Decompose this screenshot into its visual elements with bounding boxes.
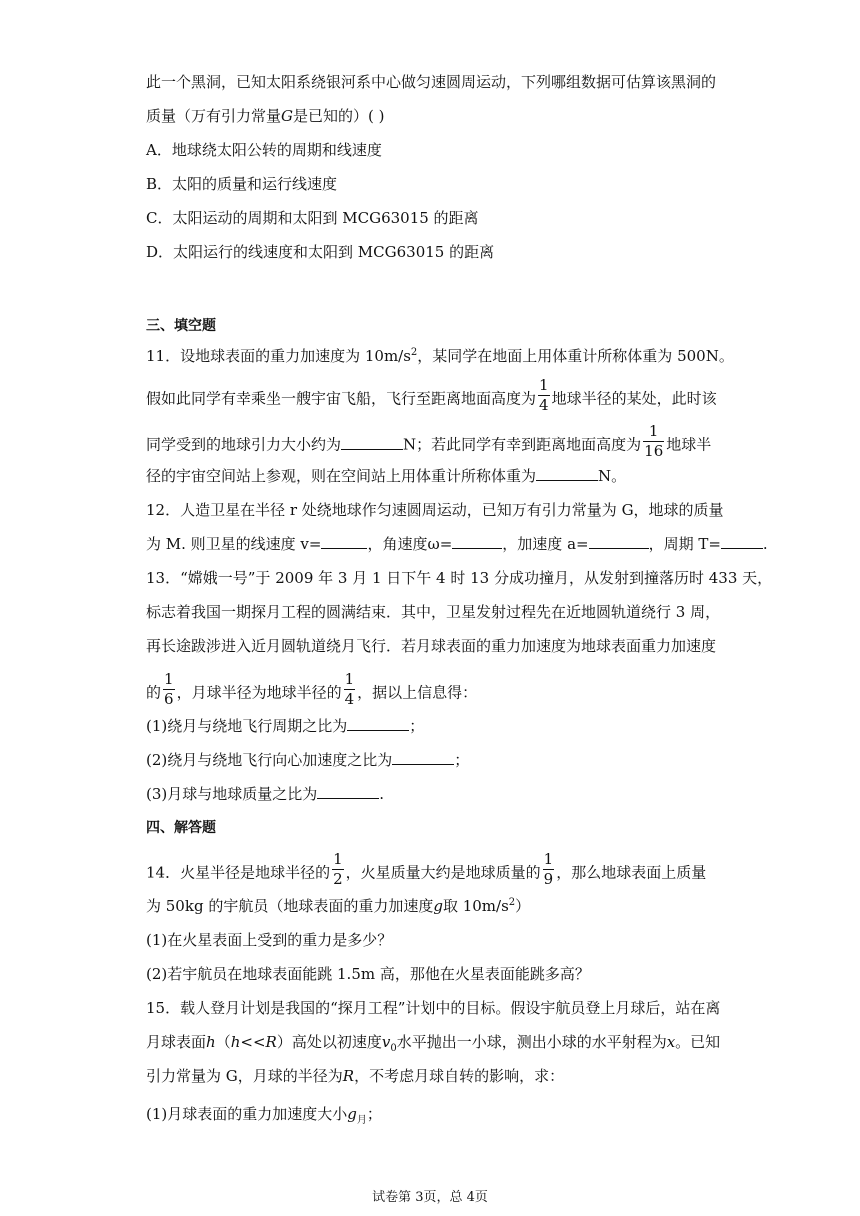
q11-text: N。 [598,467,627,485]
q15-symbol-v: v [381,1033,391,1051]
fraction-numerator: 1 [643,424,664,442]
q13-text: (2)绕月与绕地飞行向心加速度之比为 [146,751,393,769]
q14-text: ） [515,897,531,915]
fraction-one-quarter [538,378,550,413]
q13-line-4 [146,670,478,708]
q15-text: ； [366,1105,382,1123]
q12-text: ，角速度ω= [367,535,453,553]
q11-text: ，某同学在地面上用体重计所称体重为 500N。 [417,347,734,365]
q15-sub-1 [146,1104,382,1124]
q13-text: 的 [146,683,162,702]
q10-option-d [146,242,494,262]
q12-text: . [762,535,768,553]
q12-text: 12．人造卫星在半径 r 处绕地球作匀速圆周运动，已知万有引力常量为 G，地球的质量 [146,501,724,519]
fraction-one-ninth [543,852,555,887]
q13-text: 13．“嫦娥一号”于 2009 年 3 月 1 日下午 4 时 13 分成功撞月，从发射到撞落历时 433 天， [146,569,773,587]
q13-text: 标志着我国一期探月工程的圆满结束．其中，卫星发射过程先在近地圆轨道绕行 3 周， [146,603,721,621]
q15-symbol-r: R [342,1067,355,1085]
q13-text: ，据以上信息得： [357,683,478,702]
page-footer [0,1186,860,1205]
q15-text: 引力常量为 G，月球的半径为 [146,1067,343,1085]
fraction-one-half [332,852,344,887]
subscript: 0 [390,1043,397,1054]
q15-text: ，不考虑月球自转的影响，求： [354,1067,565,1085]
q15-line-1 [146,998,720,1018]
q12-text: ，周期 T= [648,535,721,553]
q13-text: ，月球半径为地球半径的 [176,683,342,702]
q14-text: 为 50kg 的宇航员（地球表面的重力加速度 [146,897,434,915]
superscript: 2 [410,347,418,358]
q11-text: N；若此同学有幸到距离地面高度为 [403,435,642,454]
q11-line-3 [146,422,712,460]
option-text: C．太阳运动的周期和太阳到 MCG63015 的距离 [146,209,479,227]
section-title: 四、解答题 [146,820,216,836]
q13-text: (3)月球与地球质量之比为 [146,785,318,803]
answer-blank-acceleration[interactable] [589,534,649,549]
q15-line-3 [146,1066,564,1086]
q15-symbol-r: R [265,1033,277,1051]
q14-text: (1)在火星表面上受到的重力是多少？ [146,931,393,949]
fraction-numerator: 1 [344,670,355,688]
page-number: 试卷第 3页，总 4页 [372,1190,488,1205]
option-text: B．太阳的质量和运行线速度 [146,175,338,193]
q11-line-1 [146,346,734,366]
answer-blank-angular-velocity[interactable] [452,534,502,549]
answer-blank-period[interactable] [721,534,763,549]
q11-text: 假如此同学有幸乘坐一艘宇宙飞船，飞行至距离地面高度为 [146,389,537,408]
q14-text: 14．火星半径是地球半径的 [146,863,331,882]
q15-text: 月球表面 [146,1033,207,1051]
superscript: 2 [508,897,516,908]
q13-line-1 [146,568,772,588]
q13-text: ； [454,751,470,769]
q13-line-2 [146,602,720,622]
q13-sub-1 [146,716,424,736]
q11-text: 地球半径的某处，此时该 [551,389,717,408]
q10-option-b [146,174,337,194]
q13-text: . [379,785,385,803]
q15-symbol-h: h [206,1033,216,1051]
q15-symbol-g: g [347,1105,357,1123]
q13-sub-2 [146,750,469,770]
q15-symbol-h: h [230,1033,241,1051]
q14-text: ，那么地球表面上质量 [556,863,707,882]
q14-line-2 [146,896,530,916]
q15-text: 15．载人登月计划是我国的“探月工程”计划中的目标。假设宇航员登上月球后，站在离 [146,999,721,1017]
q10-option-c [146,208,479,228]
q14-text: 取 10m/s [442,897,509,915]
answer-blank[interactable] [536,466,598,481]
fraction-one-sixteenth [643,424,664,459]
q14-text: (2)若宇航员在地球表面能跳 1.5m 高，那他在火星表面能跳多高？ [146,965,590,983]
q13-sub-3 [146,784,384,804]
fraction-numerator: 1 [539,376,549,394]
q15-text: 。已知 [675,1033,721,1051]
q12-line-1 [146,500,724,520]
q10-line-1 [146,72,716,92]
q13-line-3 [146,636,716,656]
fraction-numerator: 1 [333,850,343,868]
section-title: 三、填空题 [146,318,216,334]
q14-sub-2 [146,964,590,984]
q15-text: 水平抛出一小球，测出小球的水平射程为 [396,1033,667,1051]
answer-blank[interactable] [341,435,403,450]
q15-text: (1)月球表面的重力加速度大小 [146,1105,348,1123]
answer-blank[interactable] [317,784,379,799]
answer-blank[interactable] [392,750,454,765]
q12-line-2 [146,534,768,554]
section-title-solve [146,818,216,838]
fraction-denominator: 2 [333,870,343,888]
fraction-one-sixth [163,672,175,707]
q11-text: 同学受到的地球引力大小约为 [146,435,342,454]
fraction-denominator: 9 [543,870,554,888]
q11-text: 11．设地球表面的重力加速度为 10m/s [146,347,411,365]
fraction-denominator: 6 [164,690,174,708]
q15-symbol-x: x [666,1033,676,1051]
q10-text: 是已知的）( ) [293,107,385,125]
q10-text: 质量（万有引力常量 [146,107,282,125]
fraction-denominator: 16 [644,442,664,460]
q15-text: ）高处以初速度 [276,1033,382,1051]
q12-text: ，加速度 a= [502,535,589,553]
fraction-numerator: 1 [164,670,174,688]
q14-symbol-g: g [433,897,443,915]
fraction-denominator: 4 [539,396,549,414]
fraction-one-quarter [344,672,356,707]
q13-text: 再长途跋涉进入近月圆轨道绕月飞行．若月球表面的重力加速度为地球表面重力加速度 [146,637,717,655]
q15-text: （ [215,1033,231,1051]
q15-text: << [240,1033,266,1051]
q10-symbol-g: G [281,107,293,125]
answer-blank-velocity[interactable] [321,534,367,549]
fraction-numerator: 1 [543,850,554,868]
q14-text: ，火星质量大约是地球质量的 [345,863,541,882]
section-title-fill-in [146,316,216,336]
option-text: A．地球绕太阳公转的周期和线速度 [146,141,382,159]
q10-line-2 [146,106,384,126]
q11-line-4 [146,466,626,486]
q12-text: 为 M. 则卫星的线速度 v= [146,535,322,553]
q11-line-2 [146,376,717,414]
q10-text: 此一个黑洞，已知太阳系绕银河系中心做匀速圆周运动，下列哪组数据可估算该黑洞的 [146,73,717,91]
q14-line-1 [146,850,707,888]
q14-sub-1 [146,930,392,950]
option-text: D．太阳运行的线速度和太阳到 MCG63015 的距离 [146,243,495,261]
q13-text: ； [409,717,425,735]
q10-option-a [146,140,382,160]
q13-text: (1)绕月与绕地飞行周期之比为 [146,717,348,735]
answer-blank[interactable] [347,716,409,731]
q11-text: 地球半 [666,435,712,454]
q11-text: 径的宇宙空间站上参观，则在空间站上用体重计所称体重为 [146,467,537,485]
q15-line-2 [146,1032,720,1052]
subscript: 月 [356,1115,367,1126]
fraction-denominator: 4 [344,690,355,708]
